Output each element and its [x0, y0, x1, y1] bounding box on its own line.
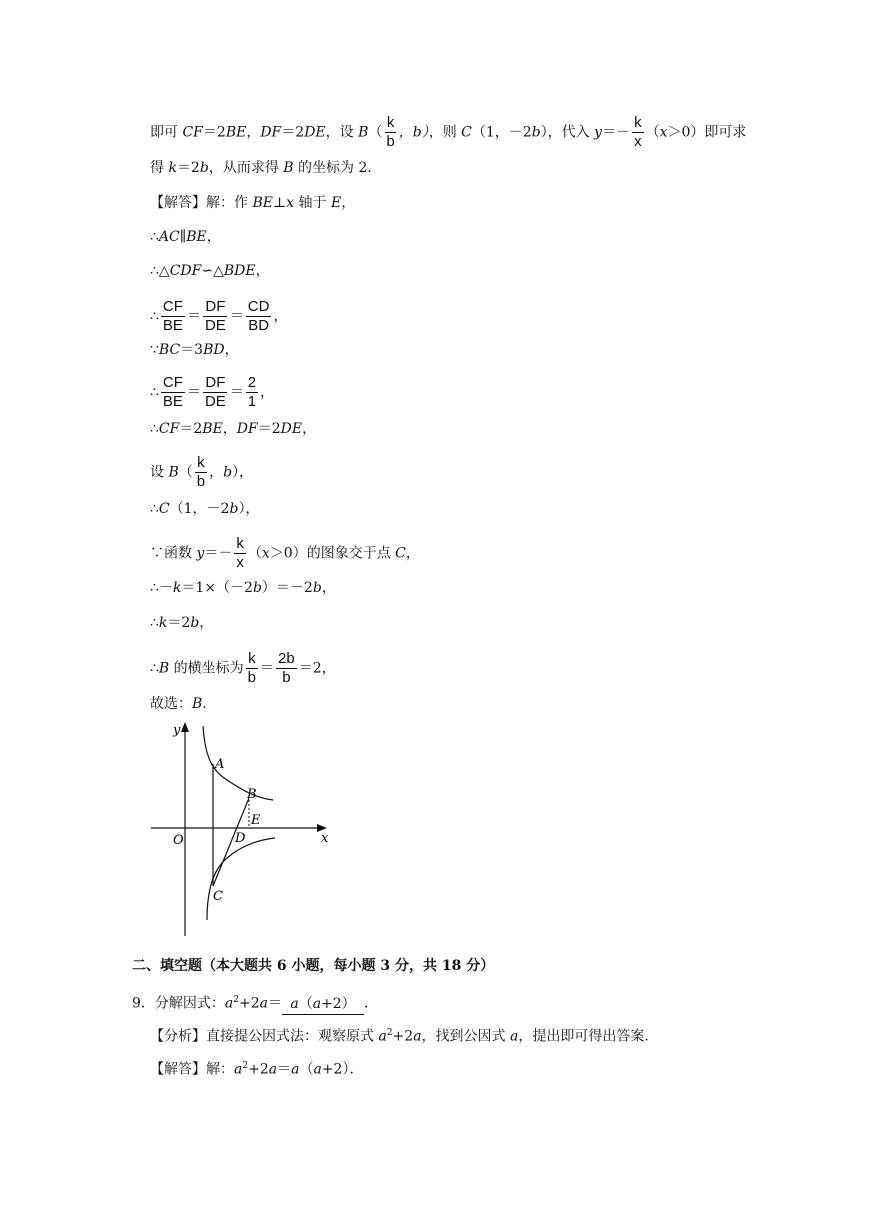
var: b — [223, 464, 233, 481]
text: ∴ — [150, 384, 159, 401]
text: ＝－ — [602, 124, 631, 141]
text: 的坐标为 2． — [293, 160, 382, 176]
text: （ — [299, 1061, 314, 1078]
numerator: k — [236, 535, 244, 552]
var: a — [224, 995, 234, 1012]
text: ∴ — [150, 615, 159, 631]
var: a — [268, 1061, 278, 1078]
text: ， — [199, 615, 214, 631]
var: x — [261, 545, 270, 562]
fraction — [246, 650, 258, 687]
solution-line-4 — [150, 298, 287, 335]
question-9 — [132, 990, 378, 1015]
var: x — [659, 124, 668, 141]
label-a: A — [215, 757, 225, 772]
text: ∵ — [150, 342, 159, 358]
text: 轴于 — [294, 195, 331, 211]
denominator: BE — [162, 393, 183, 410]
var: a — [259, 995, 269, 1012]
text: ， — [273, 308, 288, 325]
text: ，从而求得 — [208, 160, 284, 176]
var: a — [510, 1028, 519, 1045]
fraction — [234, 535, 246, 572]
var: b — [312, 580, 322, 596]
text: ． — [202, 696, 217, 712]
text: ＞0）的图象交于点 — [269, 545, 396, 562]
denominator: DE — [204, 393, 226, 410]
question-9-solution — [150, 1056, 363, 1080]
label-y: y — [173, 723, 181, 738]
numerator: 2b — [278, 650, 295, 667]
solution-line-2 — [150, 227, 221, 247]
var: BE — [202, 421, 223, 437]
text: +2） — [321, 995, 356, 1012]
text: ， — [302, 421, 317, 437]
var: BD — [203, 342, 225, 358]
text: 设 — [150, 464, 169, 481]
var: DF — [236, 421, 258, 437]
text: ＝ — [229, 384, 244, 401]
label-d: D — [235, 831, 246, 846]
superscript: 2 — [233, 995, 240, 1005]
var: BE — [186, 229, 207, 245]
text: ， — [321, 580, 336, 596]
text: ， — [222, 421, 237, 437]
denominator: b — [386, 133, 395, 150]
text: ＝2 — [179, 421, 203, 437]
lower-curve — [207, 838, 275, 920]
text: ）， — [232, 464, 254, 481]
text: ⊥ — [272, 195, 287, 211]
text: ＝2 — [167, 615, 191, 631]
fraction — [161, 374, 185, 411]
var: CF — [158, 421, 180, 437]
var: x — [286, 195, 295, 211]
analysis-line-2 — [150, 158, 381, 178]
var: B — [168, 464, 179, 481]
text: ，提出即可得出答案． — [518, 1028, 659, 1045]
var: BDE — [223, 263, 256, 279]
text: ）， — [238, 501, 260, 517]
fraction — [203, 298, 228, 335]
answer-blank — [282, 994, 364, 1015]
solution-line-9 — [150, 499, 259, 519]
var: BC — [158, 342, 181, 358]
var: a — [312, 995, 322, 1012]
var: BE — [252, 195, 273, 211]
text: ∵函数 — [150, 545, 197, 562]
solution-line-3 — [150, 261, 270, 281]
label-x: x — [321, 831, 329, 846]
tag: 【解答】 — [150, 1061, 206, 1078]
text: ＝ — [260, 660, 275, 677]
text: ＝2 — [257, 421, 281, 437]
text: （ — [368, 124, 383, 141]
fraction-k-x — [632, 114, 644, 151]
text: ，b） — [398, 124, 429, 141]
var: B — [358, 124, 369, 141]
var: a — [291, 1061, 300, 1078]
text: ． — [364, 995, 379, 1012]
denominator: b — [247, 669, 257, 686]
var: a — [234, 1061, 243, 1078]
question-number: 9． — [132, 995, 155, 1012]
text: ＞0）即可求 — [667, 124, 747, 141]
var: BE — [225, 124, 247, 141]
text: ∴△ — [150, 263, 170, 279]
superscript: 2 — [242, 1061, 249, 1071]
numerator: CF — [162, 298, 183, 315]
var: b — [252, 580, 262, 596]
text: +2 — [392, 1028, 414, 1045]
denominator: b — [196, 473, 206, 490]
fraction — [276, 650, 297, 687]
var: C — [461, 124, 472, 141]
text: （ — [645, 124, 660, 141]
text: ＝2 — [176, 160, 200, 176]
text: ＝ — [268, 995, 283, 1012]
text: ＝1×（－2 — [181, 580, 253, 596]
text: ＝3 — [180, 342, 204, 358]
label-e: E — [251, 813, 261, 828]
var: B — [192, 696, 203, 712]
text: ∽△ — [201, 263, 224, 279]
text: ， — [405, 545, 420, 562]
var: E — [330, 195, 342, 211]
text: ， — [224, 342, 239, 358]
text: 即可 — [150, 124, 183, 141]
fraction — [203, 374, 228, 411]
numerator: CF — [162, 374, 183, 391]
solution-line-14 — [150, 694, 216, 714]
denominator: DE — [204, 317, 226, 334]
var: DE — [280, 421, 303, 437]
text: ＝ — [186, 308, 201, 325]
numerator: DF — [205, 298, 226, 315]
var: B — [158, 660, 170, 677]
text: ∴ — [150, 421, 159, 437]
var: y — [196, 545, 205, 562]
label-b: B — [247, 787, 257, 802]
solution-line-1 — [150, 193, 355, 213]
var: b — [229, 501, 239, 517]
text: 解：作 — [206, 195, 253, 211]
text: ＝－ — [204, 545, 233, 562]
var: b — [531, 124, 541, 141]
denominator: x — [634, 133, 642, 150]
text: 直接提公因式法：观察原式 — [206, 1028, 379, 1045]
fraction — [161, 298, 185, 335]
solution-line-12 — [150, 613, 213, 633]
solution-line-7 — [150, 419, 316, 439]
text: ∴ — [150, 229, 159, 245]
tag: 【解答】 — [150, 195, 206, 211]
fraction — [246, 374, 258, 411]
text: ）＝－2 — [261, 580, 313, 596]
var: a — [290, 995, 299, 1012]
var: k — [172, 580, 182, 596]
var: CDF — [169, 263, 202, 279]
var: b — [190, 615, 200, 631]
text: ， — [209, 464, 224, 481]
solution-line-8 — [150, 454, 253, 491]
var: CF — [182, 124, 203, 141]
solution-line-10 — [150, 535, 420, 572]
text: ＝ — [229, 308, 244, 325]
text: （1，－2 — [471, 124, 532, 141]
text: （ — [298, 995, 313, 1012]
var: B — [283, 160, 294, 176]
numerator: k — [197, 454, 205, 471]
numerator: k — [386, 114, 395, 131]
text: ＝2 — [202, 124, 226, 141]
tag: 【分析】 — [150, 1028, 206, 1045]
superscript: 2 — [386, 1028, 393, 1038]
solution-line-11 — [150, 578, 336, 598]
text: ∥ — [179, 229, 187, 245]
text: ∴ — [150, 660, 159, 677]
label-o: O — [173, 833, 184, 848]
section-heading: 二、填空题（本大题共 6 小题，每小题 3 分，共 18 分） — [132, 958, 495, 974]
numerator: k — [248, 650, 256, 667]
text: ∴ — [150, 501, 159, 517]
text: （1，－2 — [169, 501, 230, 517]
text: +2）． — [321, 1061, 364, 1078]
var: b — [199, 160, 209, 176]
text: ， — [246, 124, 261, 141]
text: +2 — [248, 1061, 269, 1078]
var: C — [395, 545, 406, 562]
var: y — [594, 124, 603, 141]
var: DE — [304, 124, 326, 141]
question-9-analysis — [150, 1023, 658, 1047]
var: a — [313, 1061, 322, 1078]
text: ， — [255, 263, 270, 279]
text: ，设 — [325, 124, 359, 141]
text: ＝ — [277, 1061, 292, 1078]
text: ，则 — [428, 124, 462, 141]
text: ， — [341, 195, 356, 211]
denominator: BD — [248, 317, 270, 334]
fraction-k-b — [384, 114, 396, 151]
text: ∴ — [150, 308, 159, 325]
text: （ — [178, 464, 193, 481]
text: ＝2 — [281, 124, 305, 141]
text: ， — [260, 384, 275, 401]
fraction — [246, 298, 272, 335]
text: （ — [247, 545, 262, 562]
denominator: b — [282, 669, 291, 686]
solution-line-6 — [150, 374, 274, 411]
text: ），代入 — [540, 124, 595, 141]
var: AC — [158, 229, 180, 245]
var: C — [158, 501, 170, 517]
denominator: x — [236, 554, 244, 571]
numerator: CD — [247, 298, 270, 315]
var: DF — [260, 124, 282, 141]
solution-line-5 — [150, 340, 239, 360]
var: k — [168, 160, 177, 176]
numerator: 2 — [247, 374, 257, 391]
text: 得 — [150, 160, 169, 176]
fraction — [195, 454, 207, 491]
var: a — [378, 1028, 387, 1045]
var: k — [158, 615, 168, 631]
label-c: C — [213, 889, 223, 904]
hyperbola-figure — [145, 720, 365, 940]
denominator: 1 — [247, 393, 257, 410]
text: ＝ — [186, 384, 201, 401]
text: ， — [206, 229, 221, 245]
numerator: DF — [205, 374, 226, 391]
analysis-line-1 — [150, 114, 746, 151]
var: a — [413, 1028, 422, 1045]
text: 的横坐标为 — [169, 660, 244, 677]
numerator: k — [634, 114, 642, 131]
text: 故选： — [150, 696, 192, 712]
text: 解： — [206, 1061, 234, 1078]
text: +2 — [239, 995, 260, 1012]
denominator: BE — [162, 317, 183, 334]
text: ，找到公因式 — [421, 1028, 510, 1045]
text: ＝2， — [298, 660, 336, 677]
y-axis-arrow — [181, 722, 189, 732]
text: 分解因式： — [154, 995, 225, 1012]
text: ∴－ — [150, 580, 173, 596]
solution-line-13 — [150, 650, 336, 687]
